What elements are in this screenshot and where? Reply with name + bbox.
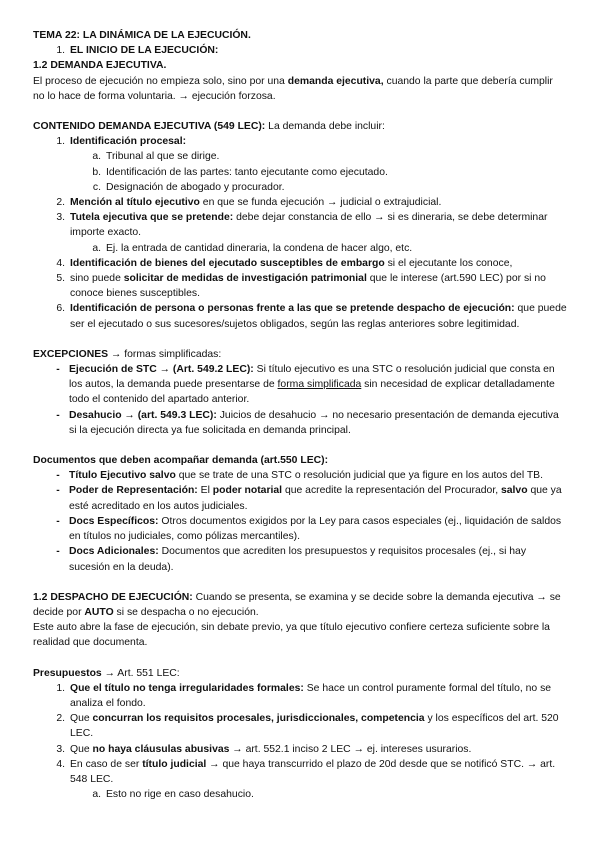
sub-list-item: a. Ej. la entrada de cantidad dineraria, la condena de hacer algo, etc. (92, 242, 413, 254)
list-item: 6. Identificación de persona o personas frente a las que se pretende despacho de ejecución: que puede ser el ejecutado o sus sucesores/sujetos obligados, según las reglas anteriores sobre legitimidad. (56, 303, 567, 330)
despacho-paragraph-2: Este auto abre la fase de ejecución, sin debate previo, ya que título ejecutivo confiere certeza suficiente sobre la realidad que documenta. (33, 622, 550, 649)
document-page (33, 28, 567, 802)
list-item: 2. Que concurran los requisitos procesales, jurisdiccionales, competencia y los específicos del art. 520 LEC. (56, 713, 559, 740)
list-item: 5. sino puede solicitar de medidas de investigación patrimonial que le interese (art.590 LEC) por si no conoce bienes susceptibles. (56, 273, 546, 300)
list-item: 1. Que el título no tenga irregularidades formales: Se hace un control puramente formal del título, no se analiza el fondo. (56, 682, 552, 709)
page-title: TEMA 22: LA DINÁMICA DE LA EJECUCIÓN. (33, 30, 251, 41)
bullet-item: - Poder de Representación: El poder notarial que acredite la representación del Procurador, salvo que ya esté acreditado en los autos judiciales. (56, 485, 562, 512)
contenido-heading: CONTENIDO DEMANDA EJECUTIVA (549 LEC): La demanda debe incluir: (33, 121, 385, 133)
bullet-item: - Ejecución de STC → (Art. 549.2 LEC): Si título ejecutivo es una STC o resolución judicial que consta en los autos, la demanda puede presentarse de forma simplificada sin necesidad de explicar detalladamente todo el contenido del apartado anterior. (56, 364, 555, 406)
list-item: 4. En caso de ser título judicial → que haya transcurrido el plazo de 20d desde que se notificó STC. → art. 548 LEC. (56, 758, 556, 785)
excepciones-heading: EXCEPCIONES → formas simplificadas: (33, 348, 222, 360)
intro-paragraph: El proceso de ejecución no empieza solo, sino por una demanda ejecutiva, cuando la parte que debería cumplir no lo hace de forma voluntaria. → ejecución forzosa. (33, 75, 553, 102)
bullet-item: - Docs Específicos: Otros documentos exigidos por la Ley para casos especiales (ej., liquidación de saldos en títulos no judiciales, como pólizas mercantiles). (56, 515, 562, 543)
presupuestos-heading: Presupuestos → Art. 551 LEC: (33, 667, 180, 679)
list-item: 1. Identificación procesal: (56, 136, 187, 148)
sub-list-item: c. Designación de abogado y procurador. (92, 181, 285, 193)
list-item: 2. Mención al título ejecutivo en que se funda ejecución → judicial o extrajudicial. (56, 197, 442, 209)
bullet-item: - Título Ejecutivo salvo que se trate de una STC o resolución judicial que ya figure en los autos del TB. (56, 470, 543, 482)
subsection-heading: 1.2 DEMANDA EJECUTIVA. (33, 60, 167, 72)
bullet-item: - Desahucio → (art. 549.3 LEC): Juicios de desahucio → no necesario presentación de demanda ejecutiva si la ejecución directa ya fue solicitada en demanda principal. (56, 409, 559, 436)
sub-list-item: a. Esto no rige en caso desahucio. (92, 789, 254, 801)
section-heading: 1. EL INICIO DE LA EJECUCIÓN: (56, 45, 219, 57)
list-item: 4. Identificación de bienes del ejecutado susceptibles de embargo si el ejecutante los conoce, (56, 257, 513, 269)
list-item: 3. Tutela ejecutiva que se pretende: debe dejar constancia de ello → si es dineraria, se debe determinar importe exacto. (56, 212, 548, 239)
sub-list-item: b. Identificación de las partes: tanto ejecutante como ejecutado. (92, 166, 388, 178)
bullet-item: - Docs Adicionales: Documentos que acrediten los presupuestos y requisitos procesales (ej., si hay sucesión en la deuda). (56, 546, 527, 573)
documentos-heading: Documentos que deben acompañar demanda (art.550 LEC): (33, 455, 329, 467)
despacho-paragraph: 1.2 DESPACHO DE EJECUCIÓN: Cuando se presenta, se examina y se decide sobre la demanda ejecutiva → se decide por AUTO si se despacha o no ejecución. (33, 591, 561, 618)
sub-list-item: a. Tribunal al que se dirige. (92, 151, 220, 163)
list-item: 3. Que no haya cláusulas abusivas → art. 552.1 inciso 2 LEC → ej. intereses usurarios. (56, 743, 472, 755)
